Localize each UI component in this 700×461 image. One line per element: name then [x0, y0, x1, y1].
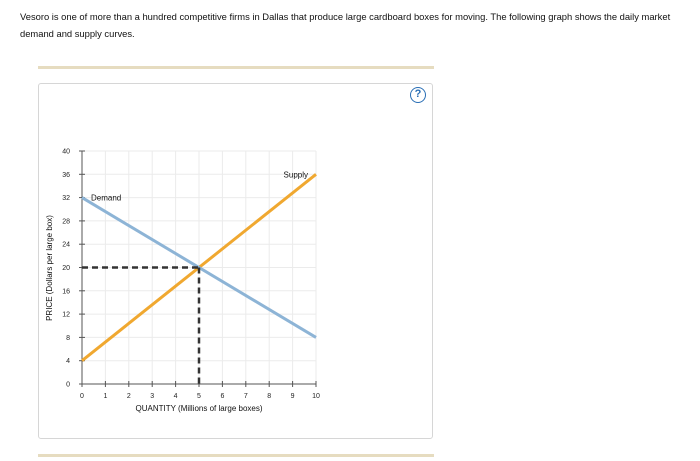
- y-axis-title: PRICE (Dollars per large box): [45, 215, 54, 321]
- x-tick-label: 7: [243, 393, 248, 400]
- x-tick-label: 9: [290, 393, 295, 400]
- supply-label: Supply: [283, 170, 308, 180]
- x-tick-label: 6: [220, 393, 225, 400]
- y-tick-label: 36: [62, 171, 70, 179]
- x-tick-label: 4: [173, 393, 178, 400]
- y-tick-label: 40: [62, 148, 70, 156]
- x-tick-label: 10: [312, 393, 320, 400]
- y-tick-label: 24: [62, 241, 70, 249]
- y-tick-label: 16: [62, 288, 70, 296]
- y-tick-label: 28: [62, 218, 70, 226]
- y-tick-label: 0: [66, 381, 70, 389]
- x-tick-label: 0: [80, 393, 84, 400]
- equilibrium-guides: [82, 268, 199, 385]
- question-text: Vesoro is one of more than a hundred competitive firms in Dallas that produce large cardboard boxes for moving. The following graph shows the daily market demand and supply curves.: [20, 11, 671, 39]
- x-tick-label: 5: [197, 393, 201, 400]
- x-tick-label: 3: [150, 393, 155, 400]
- x-tick-label: 2: [126, 393, 131, 400]
- y-tick-label: 4: [66, 358, 70, 366]
- help-button[interactable]: ?: [410, 87, 426, 103]
- x-tick-label: 1: [103, 393, 108, 400]
- demand-label: Demand: [91, 193, 122, 203]
- bottom-divider: [38, 454, 434, 457]
- y-tick-label: 20: [62, 265, 70, 272]
- x-tick-label: 8: [267, 393, 272, 400]
- y-tick-label: 8: [66, 334, 70, 342]
- x-axis-title: QUANTITY (Millions of large boxes): [135, 404, 263, 413]
- y-tick-label: 32: [62, 195, 70, 203]
- y-tick-label: 12: [62, 311, 70, 319]
